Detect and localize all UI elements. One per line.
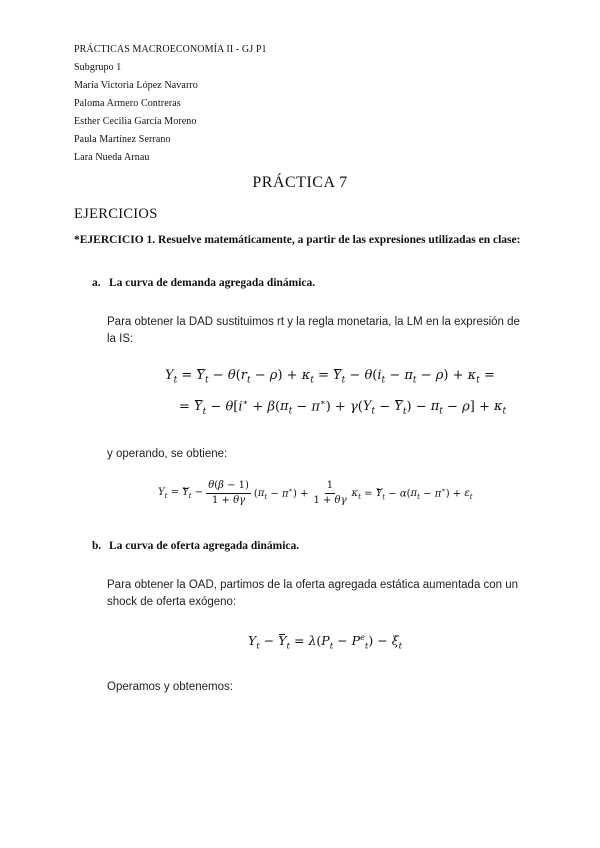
part-b-heading [92,540,299,552]
author-name: Paula Martínez Serrano [74,134,171,145]
oad-equation: $Y_t - Y_t = \lambda(P_t - P^e_t) - \xi_t$ [248,632,403,652]
part-a-intro: Para obtener la DAD sustituimos rt y la regla monetaria, la LM en la expresión de la IS: [107,316,520,345]
part-a-heading [92,277,315,289]
author-name: Lara Nueda Arnau [74,152,150,163]
part-b-title: La curva de oferta agregada dinámica. [109,540,300,552]
dad-equation-line-2: = $Y_t - \theta[i^∗ + \beta(\pi_t - \pi^∗) + \gamma(Y_t - Y_t) - \pi_t - \rho] + \kappa_t$ [179,397,507,417]
section-heading: EJERCICIOS [74,206,158,222]
part-b-label: b. [92,540,102,552]
author-name: Paloma Armero Contreras [74,98,181,109]
subgroup-label: Subgrupo 1 [74,62,122,73]
part-b-after-equation: Operamos y obtenemos: [107,681,233,693]
part-a-label: a. [92,277,101,289]
author-name: María Victoria López Navarro [74,80,198,91]
part-b-intro: Para obtener la OAD, partimos de la oferta agregada estática aumentada con un shock de oferta exógeno: [107,579,519,608]
exercise-statement: *EJERCICIO 1. Resuelve matemáticamente, a partir de las expresiones utilizadas en clase: [74,234,521,246]
author-name: Esther Cecilia García Moreno [74,116,197,127]
dad-result-equation: $Y_t = Y_t$ − $\frac{\theta(\beta - 1)}{1 + \theta\gamma}$ $(\pi_t - \pi^∗)$ + $\frac{1}{1 + \theta\gamma}$ $\kappa_t = Y_t - \alpha(\pi_t - \pi^∗) + \varepsilon_t$ [158,480,473,506]
course-header: PRÁCTICAS MACROECONOMÍA II - GJ P1 [74,44,267,55]
part-a-title: La curva de demanda agregada dinámica. [109,277,316,289]
dad-equation-line-1: $Y_t = Y_t - \theta(r_t - \rho) + \kappa_t = Y_t - \theta(i_t - \pi_t - \rho) + \kappa_t$ = [165,368,495,386]
page-title: PRÁCTICA 7 [252,174,348,191]
part-a-after-equation: y operando, se obtiene: [107,448,228,460]
